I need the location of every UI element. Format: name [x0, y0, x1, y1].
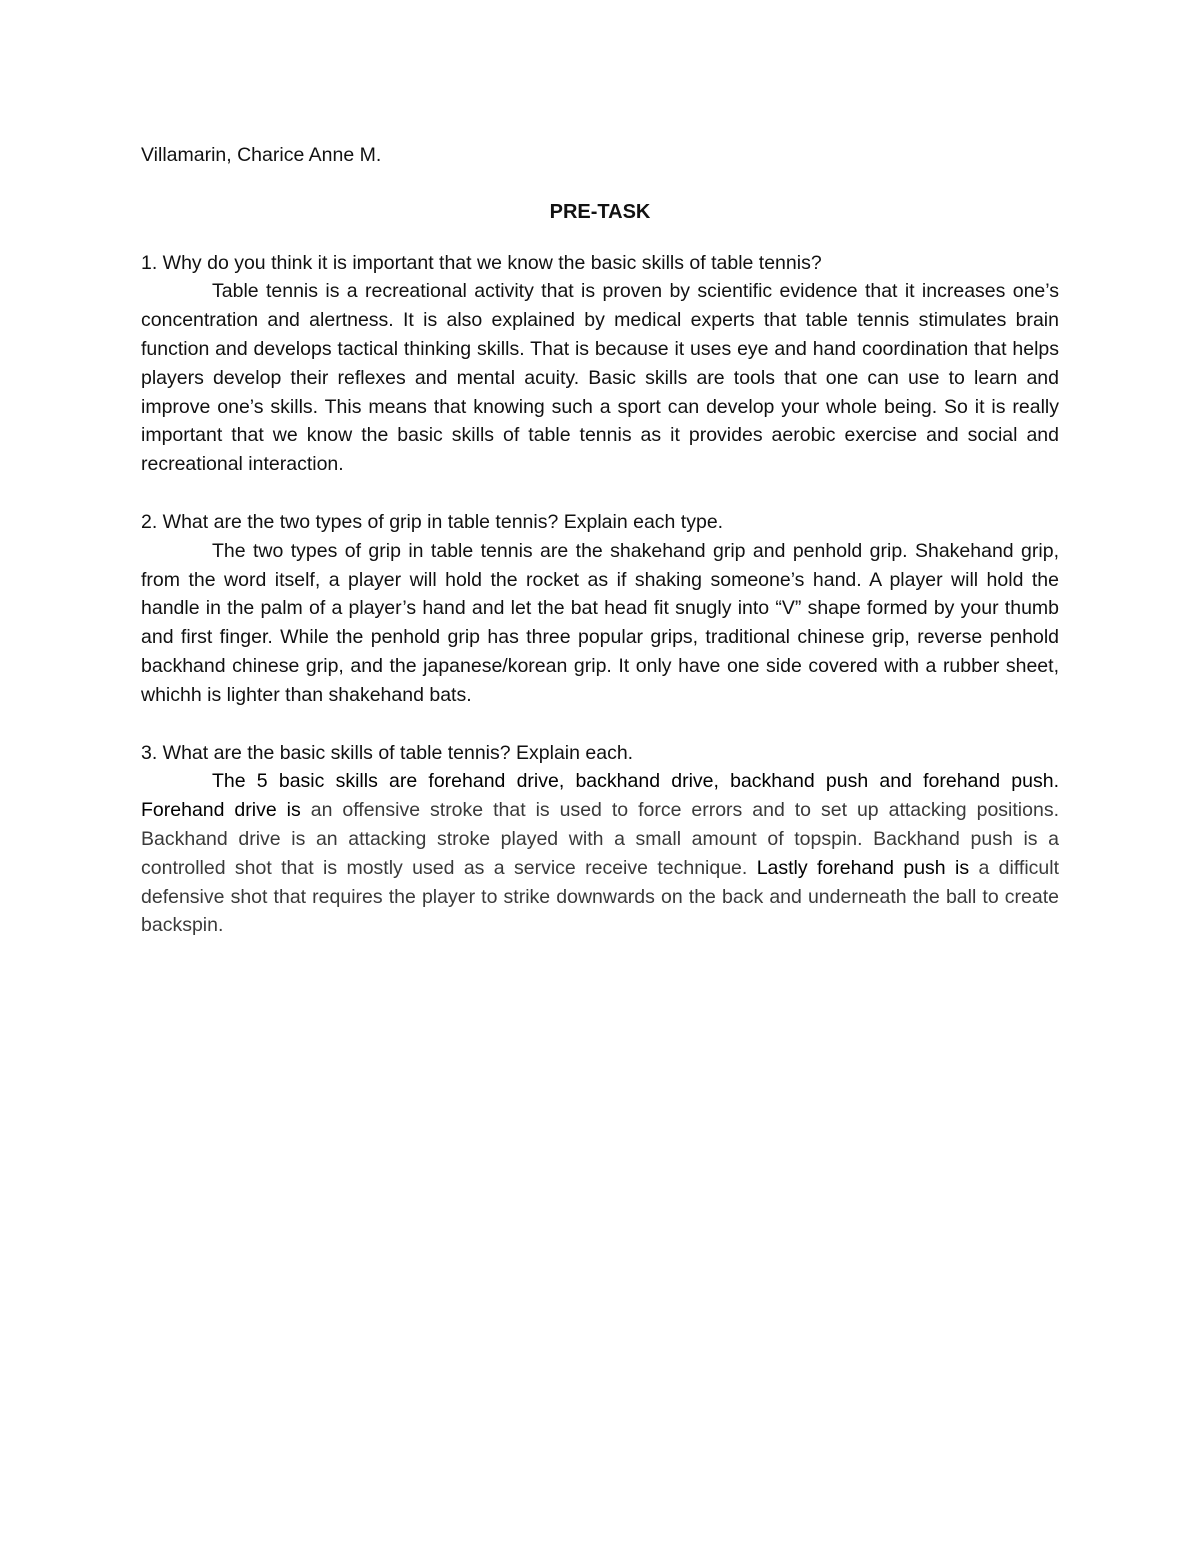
question-3: 3. What are the basic skills of table tennis? Explain each.: [141, 741, 634, 764]
answer-3-part-2: Forehand drive is: [141, 799, 301, 822]
question-block-2: [141, 508, 1059, 710]
document-body: [141, 141, 1059, 940]
question-block-1: [141, 249, 1059, 479]
answer-3-part-5: a difficult defensive shot that requires the player to strike downwards on the back and underneath the ball to create backspin.: [141, 856, 1060, 937]
answer-3-part-1: The 5 basic skills are forehand drive, backhand drive, backhand push and forehand push.: [212, 770, 1059, 793]
author-name: Villamarin, Charice Anne M.: [141, 144, 382, 166]
question-block-3: [141, 739, 1059, 941]
question-1: 1. Why do you think it is important that we know the basic skills of table tennis?: [141, 251, 822, 274]
page-title: PRE-TASK: [549, 200, 651, 223]
answer-3-part-3: an offensive stroke that is used to force errors and to set up attacking positions. Backhand drive is an attacking stroke played with a small amount of topspin. Backhand push is a controlled shot that is mostly used as a service receive technique.: [141, 799, 1059, 879]
answer-1: Table tennis is a recreational activity that is proven by scientific evidence that it increases one’s concentration and alertness. It is also explained by medical experts that table tennis stimulates brain function and develops tactical thinking skills. That is because it uses eye and hand coordination that helps players develop their reflexes and mental acuity. Basic skills are tools that one can use to learn and improve one’s skills. This means that knowing such a sport can develop your whole being. So it is really important that we know the basic skills of table tennis as it provides aerobic exercise and social and recreational interaction.: [141, 280, 1059, 476]
question-2: 2. What are the two types of grip in table tennis? Explain each type.: [141, 510, 724, 533]
answer-3-part-4: Lastly forehand push is: [756, 856, 970, 879]
answer-2: The two types of grip in table tennis are the shakehand grip and penhold grip. Shakehand grip, from the word itself, a player will hold the rocket as if shaking someone’s hand. A player will hold the handle in the palm of a player’s hand and let the bat head fit snugly into “V” shape formed by your thumb and first finger. While the penhold grip has three popular grips, traditional chinese grip, reverse penhold backhand chinese grip, and the japanese/korean grip. It only have one side covered with a rubber sheet, whichh is lighter than shakehand bats.: [141, 539, 1059, 706]
answer-3: [141, 767, 1059, 940]
